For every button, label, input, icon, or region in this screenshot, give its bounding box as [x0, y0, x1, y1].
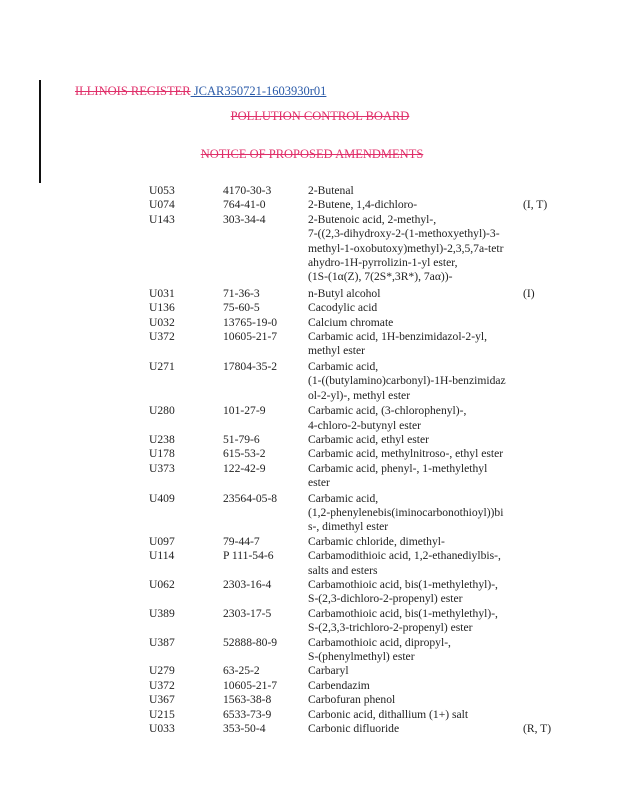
waste-code: U271 — [149, 359, 175, 373]
notice-title-deleted: NOTICE OF PROPOSED AMENDMENTS — [200, 147, 424, 161]
cas-number: 2303-16-4 — [223, 577, 272, 591]
substance-name: 2-Butenoic acid, 2-methyl-, 7-((2,3-dihydroxy-2-(1-methoxyethyl)-3- methyl-1-oxobutoxy)methyl)-2,3,5,7a-tetr ahydro-1H-pyrrolizin-1-yl ester, (1S-(1α(Z), 7(2S*,3R*), 7aα))- — [308, 212, 504, 284]
substance-name: Carbamothioic acid, bis(1-methylethyl)-, S-(2,3-dichloro-2-propenyl) ester — [308, 577, 498, 606]
waste-code: U074 — [149, 198, 175, 212]
substance-name: Calcium chromate — [308, 315, 394, 329]
cas-number: 764-41-0 — [223, 198, 266, 212]
cas-number: 17804-35-2 — [223, 359, 278, 373]
substance-name: Carbamodithioic acid, 1,2-ethanediylbis-, salts and esters — [308, 549, 501, 577]
table-row — [0, 636, 624, 665]
table-row — [0, 664, 624, 678]
cas-number: 52888-80-9 — [223, 635, 278, 649]
substance-name: 2-Butene, 1,4-dichloro- — [308, 198, 418, 212]
substance-name: Carbamic acid, 1H-benzimidazol-2-yl, methyl ester — [308, 330, 487, 358]
table-row — [0, 549, 624, 578]
table-row — [0, 301, 624, 315]
cas-number: 4170-30-3 — [223, 184, 272, 197]
cas-number: 71-36-3 — [223, 286, 260, 300]
substance-name: Carbamic acid, phenyl-, 1-methylethyl ester — [308, 461, 488, 490]
waste-code: U031 — [149, 286, 175, 300]
waste-code: U238 — [149, 432, 175, 446]
substance-name: Carbamic acid, methylnitroso-, ethyl ester — [308, 447, 504, 461]
table-row — [0, 330, 624, 359]
board-title — [8, 109, 624, 124]
table-row — [0, 578, 624, 607]
cas-number: 615-53-2 — [223, 447, 266, 461]
table-row — [0, 492, 624, 535]
table-row — [0, 722, 624, 736]
cas-number: 353-50-4 — [223, 722, 266, 736]
waste-code: U372 — [149, 678, 175, 692]
cas-number: 75-60-5 — [223, 301, 260, 315]
cas-number: 10605-21-7 — [223, 330, 278, 344]
substance-name: Carbofuran phenol — [308, 693, 396, 707]
substance-name: Carbamic acid, ethyl ester — [308, 432, 430, 446]
table-row — [0, 433, 624, 447]
waste-code: U373 — [149, 461, 175, 475]
table-row — [0, 679, 624, 693]
table-row — [0, 287, 624, 301]
cas-number: 10605-21-7 — [223, 678, 278, 692]
substance-name: Carbamic chloride, dimethyl- — [308, 534, 445, 548]
waste-code: U279 — [149, 664, 175, 678]
cas-number: 23564-05-8 — [223, 491, 278, 505]
hazard-code: (R, T) — [523, 722, 552, 736]
waste-code: U367 — [149, 693, 175, 707]
table-row — [0, 462, 624, 491]
substance-name: Carbendazim — [308, 678, 370, 692]
substance-name: Cacodylic acid — [308, 301, 378, 315]
revision-change-bar — [39, 80, 41, 183]
table-row — [0, 184, 624, 198]
waste-code: U178 — [149, 447, 175, 461]
waste-code: U215 — [149, 707, 175, 721]
register-id-inserted: JCAR350721-1603930r01 — [190, 84, 327, 98]
hazardous-waste-table — [0, 184, 624, 736]
waste-code: U409 — [149, 491, 175, 505]
waste-code: U387 — [149, 635, 175, 649]
cas-number: 303-34-4 — [223, 212, 266, 226]
cas-number: 6533-73-9 — [223, 707, 272, 721]
table-row — [0, 693, 624, 707]
cas-number: 1563-38-8 — [223, 693, 272, 707]
table-row — [0, 607, 624, 636]
cas-number: 79-44-7 — [223, 534, 260, 548]
substance-name: Carbonic difluoride — [308, 722, 400, 736]
substance-name: Carbamothioic acid, dipropyl-, S-(phenylmethyl) ester — [308, 635, 451, 663]
waste-code: U097 — [149, 534, 175, 548]
waste-code: U372 — [149, 330, 175, 344]
waste-code: U033 — [149, 722, 175, 736]
table-row — [0, 404, 624, 433]
table-row — [0, 447, 624, 461]
cas-number: 101-27-9 — [223, 404, 266, 418]
table-row — [0, 535, 624, 549]
cas-number: 51-79-6 — [223, 432, 260, 446]
waste-code: U143 — [149, 212, 175, 226]
substance-name: Carbamic acid, (1,2-phenylenebis(iminocarbonothioyl))bi s-, dimethyl ester — [308, 491, 504, 534]
hazard-code: (I, T) — [523, 198, 548, 212]
cas-number: 63-25-2 — [223, 664, 260, 678]
table-row — [0, 360, 624, 403]
table-row — [0, 316, 624, 330]
substance-name: n-Butyl alcohol — [308, 286, 381, 300]
waste-code: U062 — [149, 577, 175, 591]
table-row — [0, 708, 624, 722]
table-row — [0, 198, 624, 212]
substance-name: Carbamothioic acid, bis(1-methylethyl)-, S-(2,3,3-trichloro-2-propenyl) ester — [308, 606, 498, 635]
cas-number: 2303-17-5 — [223, 606, 272, 620]
hazard-code: (I) — [523, 286, 535, 300]
waste-code: U280 — [149, 404, 175, 418]
cas-number: 13765-19-0 — [223, 315, 278, 329]
table-row — [0, 213, 624, 285]
substance-name: Carbonic acid, dithallium (1+) salt — [308, 707, 469, 721]
substance-name: 2-Butenal — [308, 184, 354, 197]
waste-code: U136 — [149, 301, 175, 315]
notice-title — [0, 147, 624, 162]
substance-name: Carbamic acid, (1-((butylamino)carbonyl)-1H-benzimidaz ol-2-yl)-, methyl ester — [308, 359, 506, 402]
waste-code: U032 — [149, 315, 175, 329]
cas-number: 122-42-9 — [223, 461, 266, 475]
waste-code: U114 — [149, 549, 175, 563]
waste-code: U053 — [149, 184, 175, 197]
register-title-deleted: ILLINOIS REGISTER — [75, 84, 191, 98]
substance-name: Carbaryl — [308, 664, 349, 678]
board-title-deleted: POLLUTION CONTROL BOARD — [230, 109, 410, 123]
register-header — [75, 84, 326, 99]
waste-code: U389 — [149, 606, 175, 620]
cas-number: P 111-54-6 — [223, 549, 274, 563]
substance-name: Carbamic acid, (3-chlorophenyl)-, 4-chloro-2-butynyl ester — [308, 404, 467, 432]
